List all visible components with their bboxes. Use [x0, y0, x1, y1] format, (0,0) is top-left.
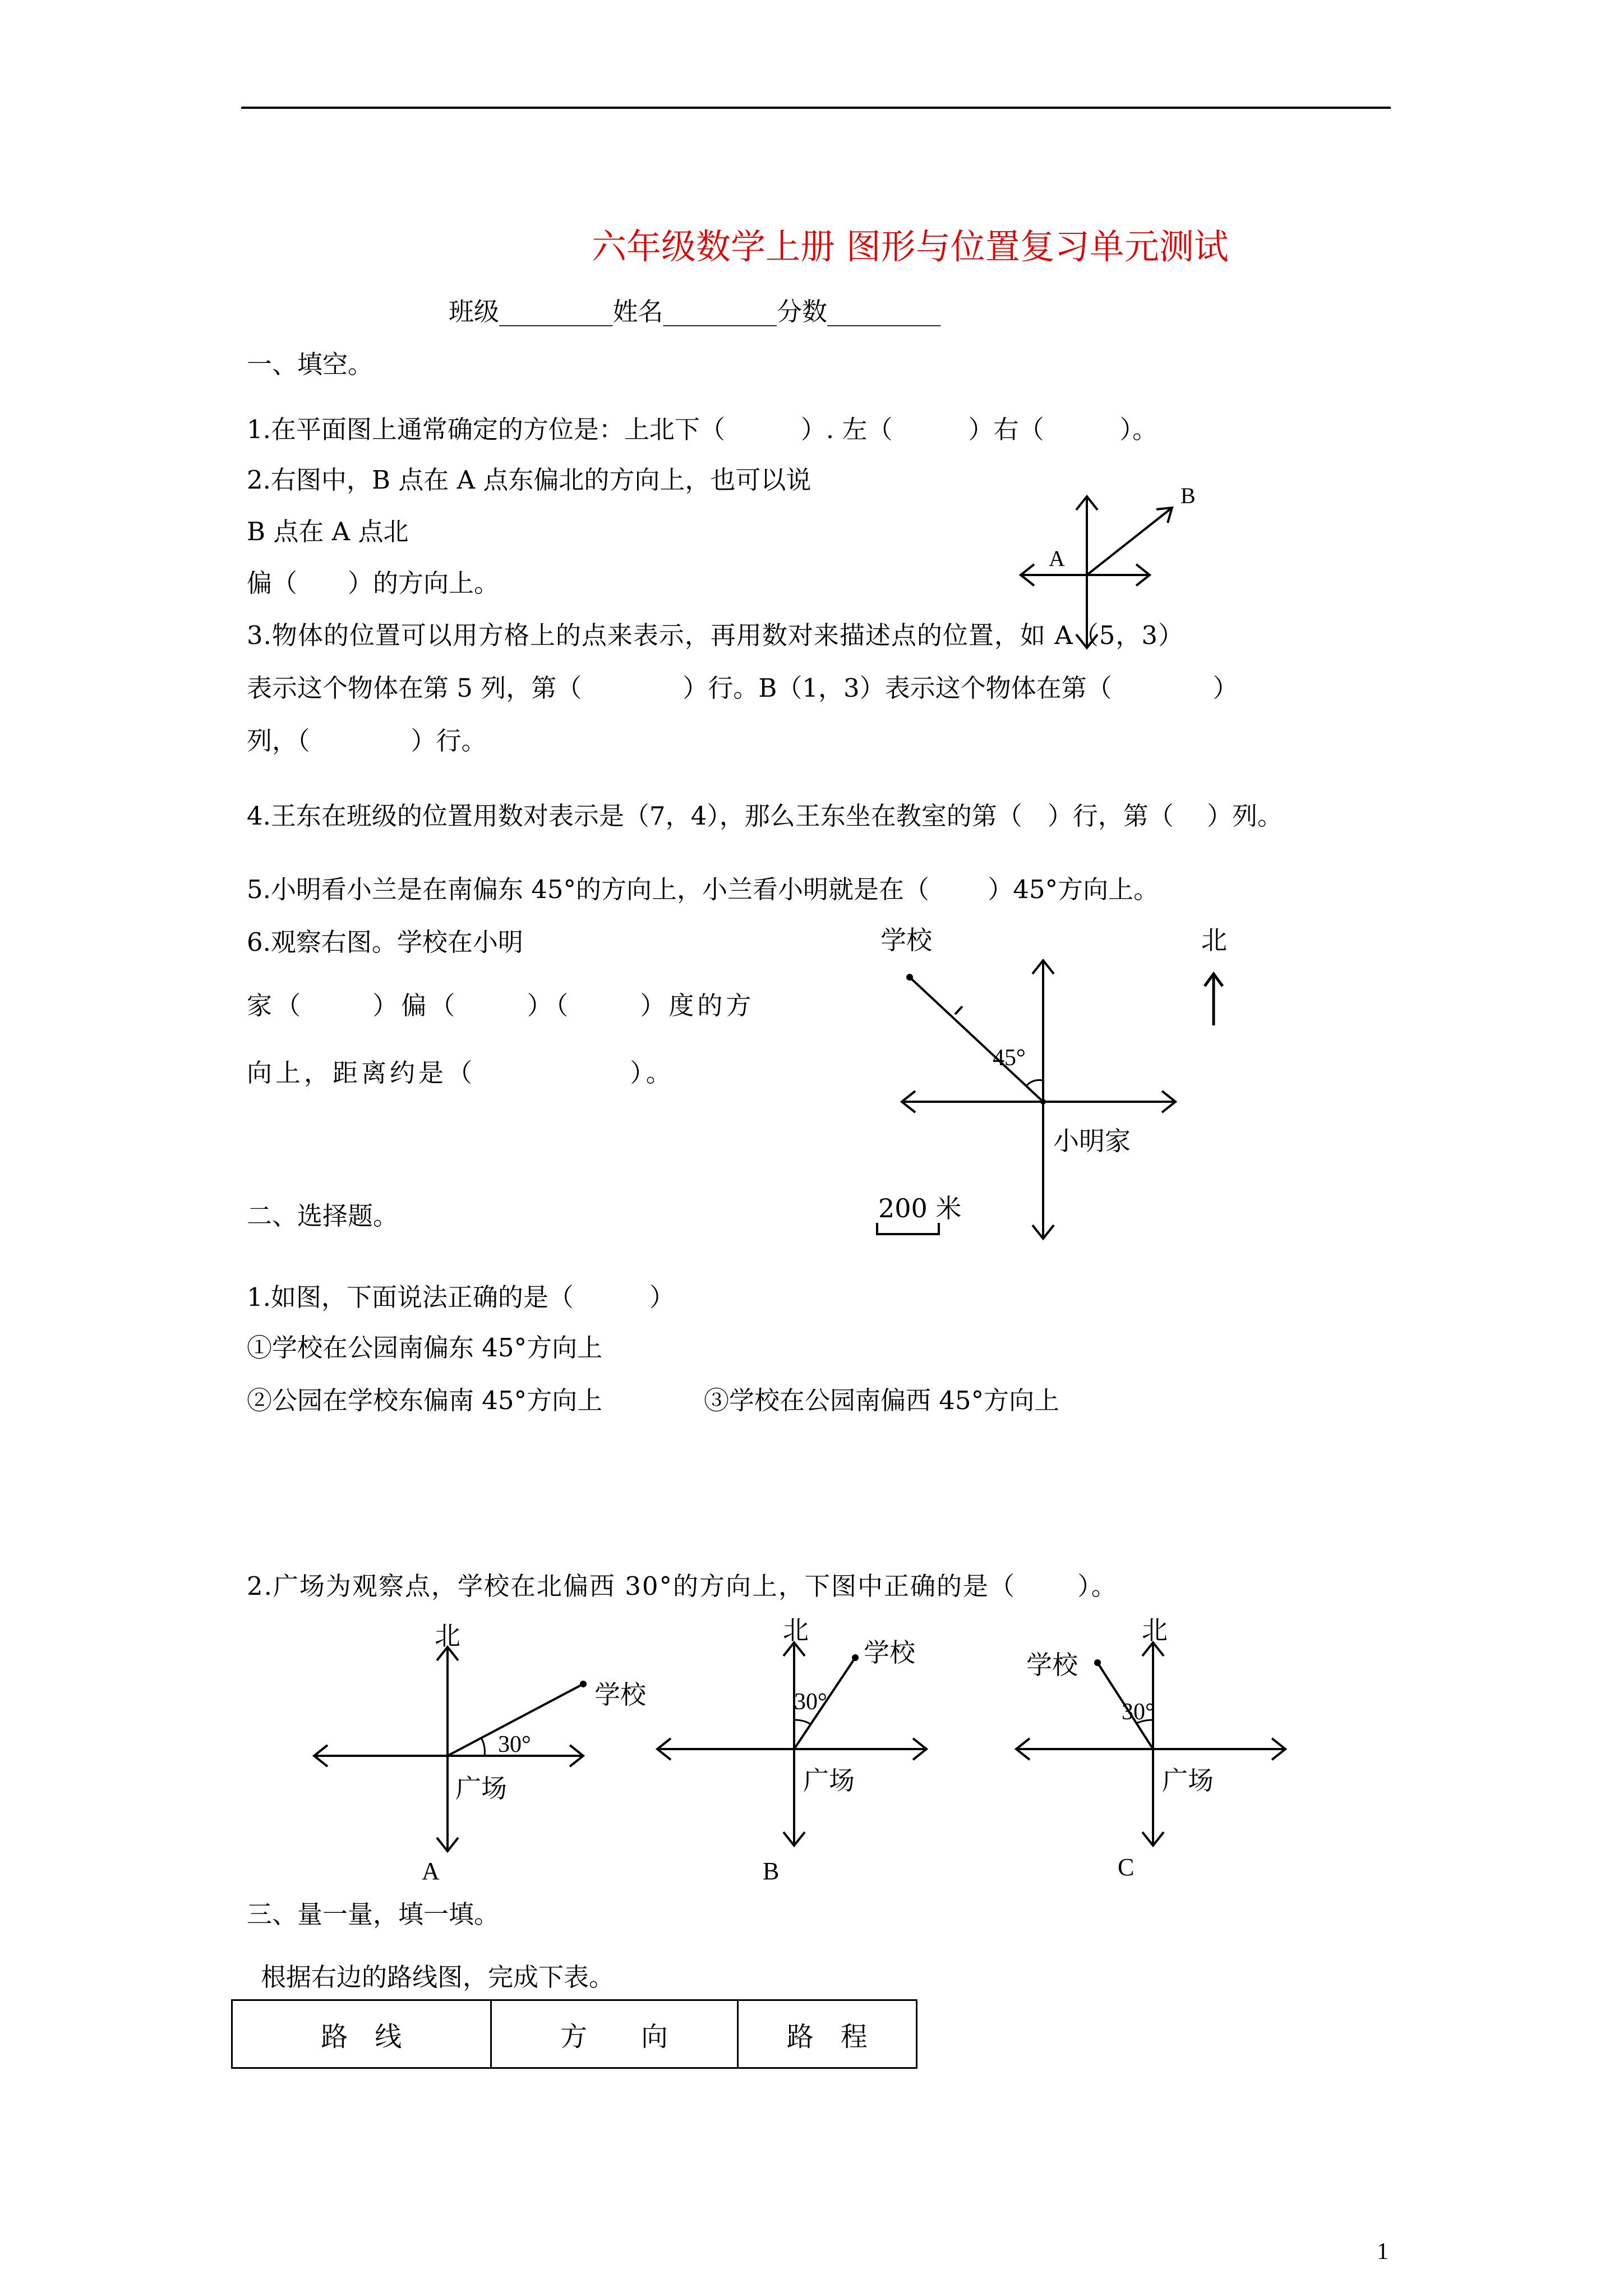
option-a-north: 北	[435, 1621, 460, 1651]
home-label: 小明家	[1053, 1126, 1131, 1156]
option-c-school: 学校	[1026, 1650, 1078, 1680]
class-blank[interactable]: _________	[499, 297, 613, 326]
option-c-square: 广场	[1162, 1765, 1214, 1796]
section1-q6-line1: 6.观察右图。学校在小明	[247, 927, 523, 957]
option-a-square: 广场	[455, 1773, 507, 1803]
route-column-header: 路 线	[232, 2000, 491, 2068]
section1-q6-line2: 家（ ）偏（ ）（ ）度的方	[247, 991, 755, 1020]
section3-instruction: 根据右边的路线图，完成下表。	[261, 1962, 615, 1992]
page-number: 1	[1377, 2239, 1389, 2265]
school-label: 学校	[880, 925, 932, 955]
section1-q2-line3: 偏（ ）的方向上。	[247, 568, 500, 598]
option-c-figure	[1009, 1610, 1301, 1885]
section1-q3-line3: 列，（ ）行。	[247, 726, 487, 756]
section1-q5: 5.小明看小兰是在南偏东 45°的方向上，小兰看小明就是在（ ）45°方向上。	[247, 875, 1159, 904]
header-rule	[241, 107, 1391, 109]
option-b-school: 学校	[864, 1637, 915, 1668]
option-c-north: 北	[1142, 1615, 1168, 1645]
page-title: 六年级数学上册 图形与位置复习单元测试	[592, 226, 1229, 267]
option-b-square: 广场	[803, 1765, 855, 1796]
q2-compass-figure	[1009, 482, 1234, 651]
option-b-angle: 30°	[794, 1689, 827, 1715]
north-label: 北	[1201, 925, 1227, 955]
angle-45-label: 45°	[993, 1045, 1026, 1071]
q6-map-figure	[864, 920, 1256, 1251]
class-label: 班级	[449, 297, 500, 326]
option-b-north: 北	[783, 1615, 809, 1645]
name-label: 姓名	[612, 297, 663, 326]
name-blank[interactable]: _________	[663, 297, 777, 326]
section2-q1-opt2: ②公园在学校东偏南 45°方向上	[247, 1386, 603, 1415]
option-a-lines	[303, 1616, 651, 1885]
section1-q1: 1.在平面图上通常确定的方位是：上北下（ ）. 左（ ）右（ ）。	[247, 415, 1158, 444]
section1-q3-line2: 表示这个物体在第 5 列，第（ ）行。B（1，3）表示这个物体在第（ ）	[247, 673, 1238, 703]
option-a-figure	[303, 1616, 651, 1885]
scale-label: 200 米	[878, 1193, 962, 1223]
section2-q2: 2.广场为观察点，学校在北偏西 30°的方向上，下图中正确的是（ ）。	[247, 1571, 1118, 1601]
section2-q1-opt3: ③学校在公园南偏西 45°方向上	[704, 1386, 1060, 1415]
section1-q2-line2: B 点在 A 点北	[247, 517, 409, 546]
section2-q1: 1.如图，下面说法正确的是（ ）	[247, 1282, 675, 1312]
section1-heading: 一、填空。	[247, 349, 374, 379]
section1-q3-line1: 3.物体的位置可以用方格上的点来表示，再用数对来描述点的位置，如 A（5，3）	[247, 620, 1184, 650]
section1-q4: 4.王东在班级的位置用数对表示是（7，4），那么王东坐在教室的第（ ）行，第（ ）列。	[247, 801, 1283, 831]
score-label: 分数	[777, 297, 828, 326]
distance-column-header: 路 程	[737, 2000, 917, 2068]
option-b-letter: B	[763, 1857, 780, 1885]
option-a-letter: A	[422, 1857, 440, 1885]
section2-q1-opt1: ①学校在公园南偏东 45°方向上	[247, 1333, 603, 1363]
section1-q2-line1: 2.右图中，B 点在 A 点东偏北的方向上，也可以说	[247, 465, 811, 495]
option-b-figure	[651, 1610, 942, 1885]
section3-heading: 三、量一量，填一填。	[247, 1899, 500, 1929]
point-b-label: B	[1181, 483, 1196, 508]
compass-cross	[1009, 482, 1234, 651]
option-c-letter: C	[1118, 1853, 1135, 1881]
option-a-school: 学校	[594, 1680, 646, 1710]
section2-heading: 二、选择题。	[247, 1201, 399, 1231]
student-info-line	[449, 299, 941, 324]
route-table-header-row	[232, 2000, 917, 2068]
score-blank[interactable]: _________	[827, 297, 941, 326]
option-a-angle: 30°	[498, 1732, 531, 1757]
option-c-angle: 30°	[1122, 1699, 1155, 1725]
route-table	[231, 1999, 917, 2069]
direction-column-header: 方 向	[491, 2000, 737, 2068]
point-a-label: A	[1049, 546, 1065, 571]
section1-q6-line3: 向上，距离约是（ ）。	[247, 1058, 675, 1088]
